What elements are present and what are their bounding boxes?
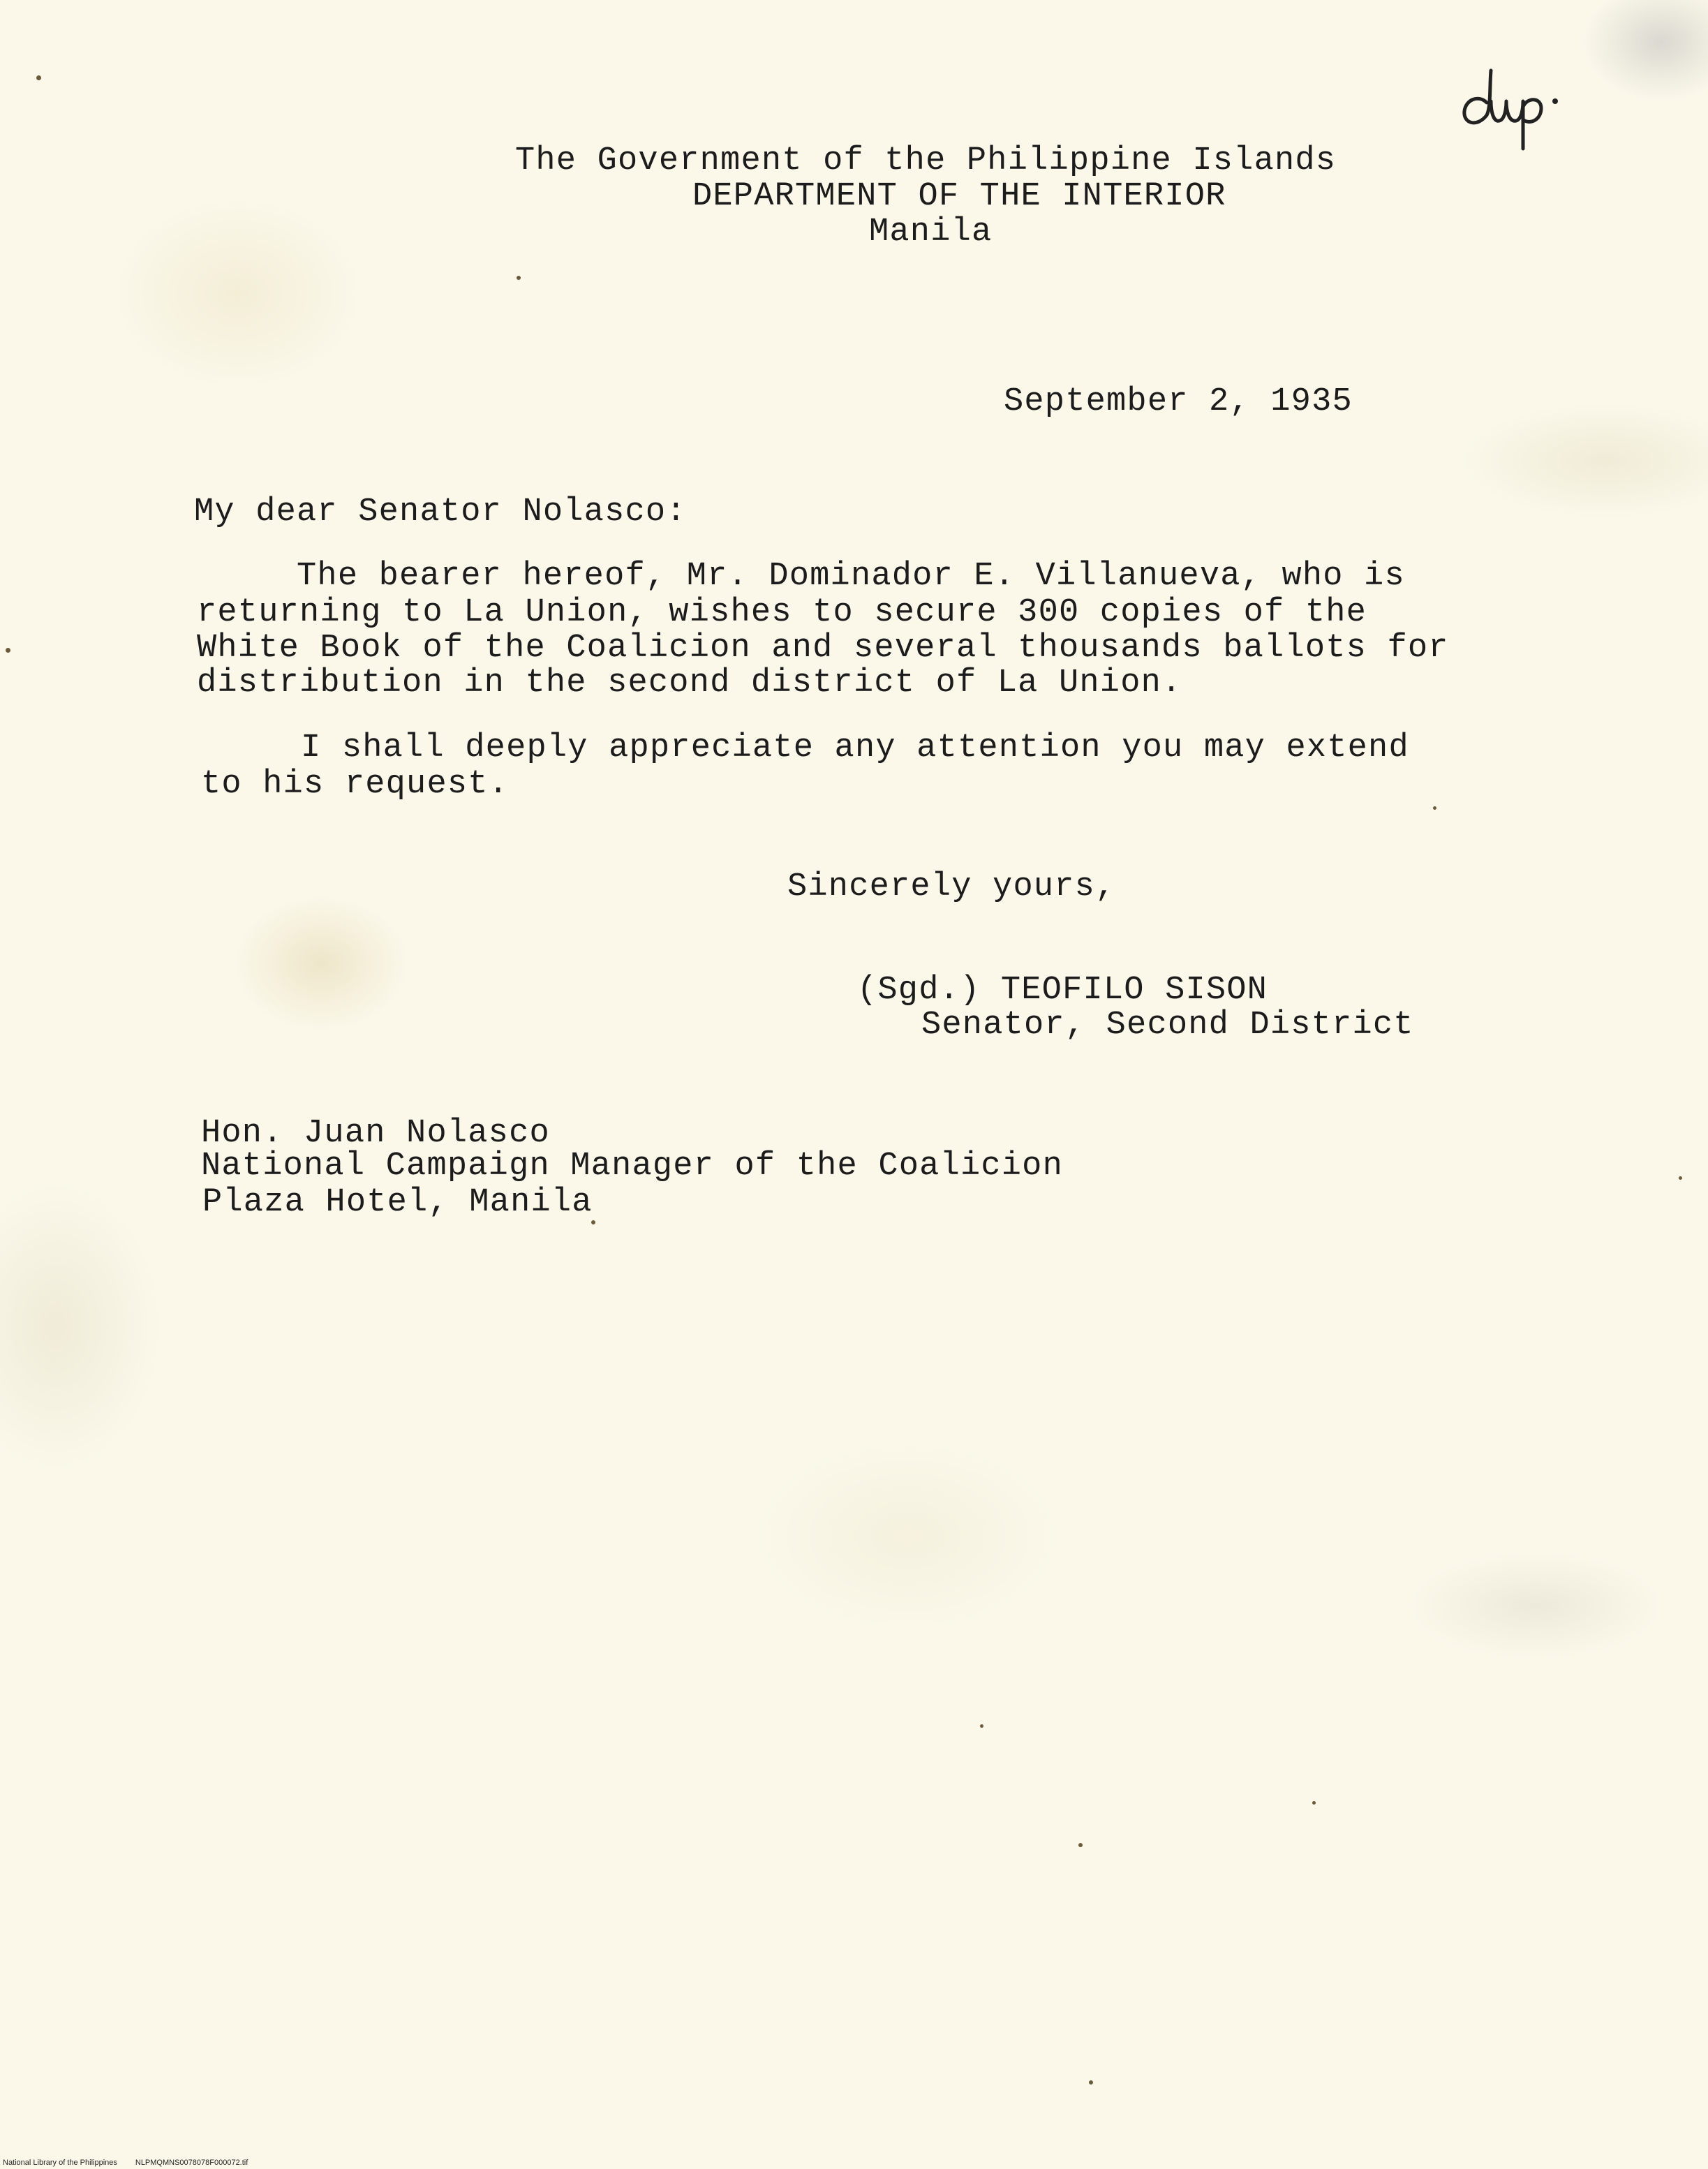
paper-speck (1433, 806, 1436, 810)
paper-speck (1089, 2080, 1093, 2085)
addressee-line-2: National Campaign Manager of the Coalicion (201, 1148, 1063, 1185)
body-p1-line-2: returning to La Union, wishes to secure 300 copies of the (197, 594, 1367, 631)
paper-speck (36, 75, 41, 80)
body-p1-line-3: White Book of the Coalicion and several thousands ballots for (197, 630, 1449, 667)
signature-name: (Sgd.) TEOFILO SISON (857, 972, 1268, 1009)
letterhead-line-3: Manila (869, 214, 993, 251)
footer-institution: National Library of the Philippines (3, 2159, 117, 2167)
handwritten-dup-note (1459, 66, 1577, 171)
addressee-line-3: Plaza Hotel, Manila (202, 1184, 593, 1221)
closing: Sincerely yours, (787, 868, 1116, 905)
paper-speck (6, 648, 10, 653)
paper-speck (980, 1724, 983, 1728)
body-p2-line-1: I shall deeply appreciate any attention you may extend (198, 730, 1409, 767)
letter-date: September 2, 1935 (1004, 383, 1353, 420)
signature-title: Senator, Second District (921, 1007, 1414, 1044)
body-p1-line-4: distribution in the second district of La Union. (197, 665, 1182, 702)
body-p2-line-2: to his request. (201, 766, 510, 803)
paper-speck (1679, 1176, 1682, 1180)
salutation: My dear Senator Nolasco: (194, 494, 687, 531)
scan-footer (3, 2158, 248, 2168)
addressee-line-1: Hon. Juan Nolasco (201, 1115, 550, 1152)
letterhead-line-1: The Government of the Philippine Islands (515, 142, 1337, 179)
paper-speck (517, 276, 521, 280)
paper-speck (1078, 1843, 1083, 1847)
letterhead-line-2: DEPARTMENT OF THE INTERIOR (692, 178, 1226, 215)
footer-file-id: NLPMQMNS0078078F000072.tif (135, 2159, 248, 2167)
paper-speck (1312, 1801, 1316, 1805)
body-p1-line-1: The bearer hereof, Mr. Dominador E. Villanueva, who is (194, 558, 1405, 595)
